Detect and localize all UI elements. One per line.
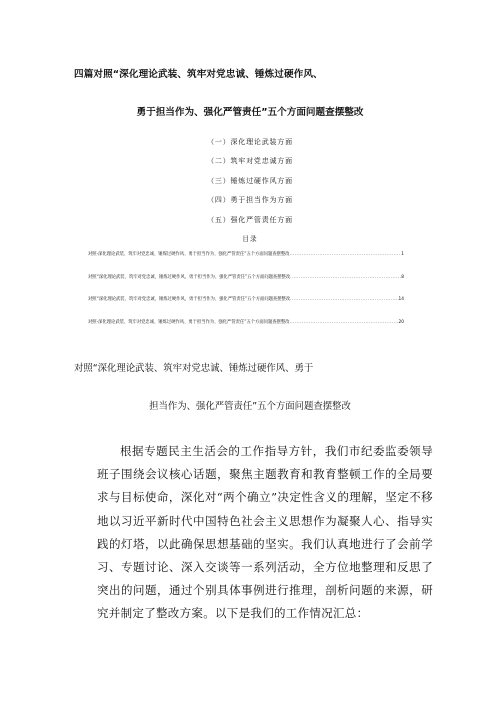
toc-leader-dots (290, 275, 401, 280)
toc-entry-text: 对照“深化理论武装、筑牢对党忠诚、锤炼过硬作风、勇于担当作为、强化严管责任”五个方面问题查摆整改 (88, 297, 291, 303)
toc-entry-text: 对照-深化理论武装、筑牢对党忠诚、锤炼过硬作风、勇于担当作为、强化严管责任”五个方面问题查摆整改 (88, 319, 290, 325)
table-of-contents (88, 251, 404, 341)
outline-item: （二）筑牢对党忠诚方面 (207, 157, 293, 166)
toc-entry[interactable] (88, 319, 404, 342)
toc-entry-text: 对照“深化理论武装、筑牢对党忠诚、锤炼过硬作风、勇于担当作为、强化严管责任”五个方面问题查摆整改 (88, 274, 291, 280)
document-title-line-1: 四篇对照“深化理论武装、筑牢对党忠诚、锤炼过硬作风、 (74, 69, 323, 80)
body-paragraph: 根据专题民主生活会的工作指导方针，我们市纪委监委领导班子围绕会议核心话题，聚焦主题教育和教育整顿工作的全局要求与目标使命，深化对“两个确立”决定性含义的理解，坚定不移地以习近平新时代中国特色社会主义思想作为凝聚人心、指导实践的灯塔，以此确保思想基础的坚实。我们认真地进行了会前学习、专题讨论、深入交谈等一系列活动，全方位地整理和反思了突出的问题，通过个别具体事例进行推理，剖析问题的来源，研究并制定了整改方案。以下是我们的工作情况汇总： (97, 444, 433, 621)
toc-leader-dots (289, 320, 398, 325)
document-title-line-2: 勇于担当作为、强化严管责任”五个方面问题查摆整改 (136, 107, 364, 118)
outline-item: （五）强化严管责任方面 (207, 215, 293, 224)
outline-item: （四）勇于担当作为方面 (207, 196, 293, 205)
toc-entry[interactable] (88, 251, 404, 274)
outline-item: （三）锤炼过硬作风方面 (207, 176, 293, 185)
toc-entry[interactable] (88, 296, 404, 319)
toc-entry-page: 1 (401, 252, 404, 257)
toc-entry-page: 14 (398, 297, 404, 303)
toc-entry-page: 20 (398, 319, 404, 325)
toc-entry[interactable] (88, 274, 404, 297)
outline-item: （一）深化理论武装方面 (207, 138, 293, 146)
toc-heading: 目录 (242, 235, 258, 243)
outline-list (0, 133, 500, 230)
toc-leader-dots (289, 252, 401, 257)
toc-leader-dots (290, 297, 398, 302)
section-heading-line-1: 对照“深化理论武装、筑牢对党忠诚、锤炼过硬作风、勇于 (74, 363, 314, 374)
toc-entry-text: 对照-深化理论武装、筑牢对党忠诚、锤煤过硬作风、勇于担当作为、强化严管责任”五个方面问题查摆整改 (88, 252, 290, 257)
toc-entry-page: 8 (401, 274, 404, 280)
section-heading-line-2: 担当作为、强化严管责任”五个方面问题查摆整改 (149, 401, 351, 412)
